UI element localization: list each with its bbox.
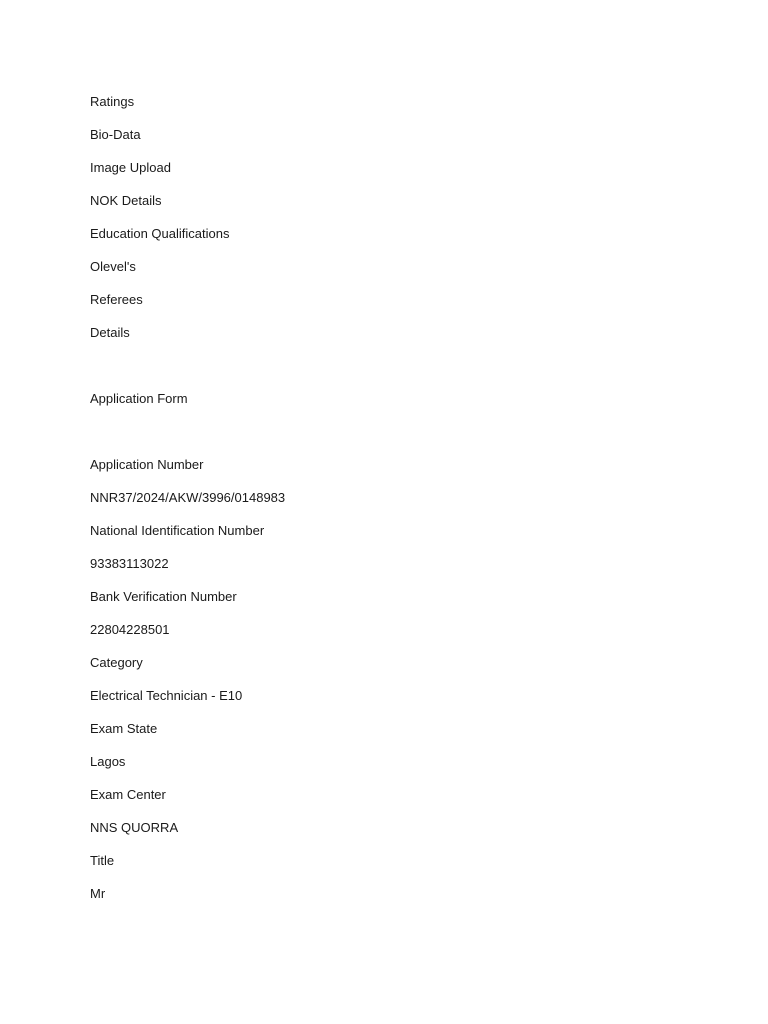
field-value-exam-center: NNS QUORRA	[90, 820, 179, 835]
spacer	[90, 422, 690, 455]
field-value-title: Mr	[90, 886, 106, 901]
nav-item-olevels[interactable]: Olevel's	[90, 259, 136, 274]
field-value-application-number: NNR37/2024/AKW/3996/0148983	[90, 490, 286, 505]
nav-list	[90, 92, 690, 356]
field-label-bvn: Bank Verification Number	[90, 589, 237, 604]
field-value-exam-state: Lagos	[90, 754, 126, 769]
field-label-exam-center: Exam Center	[90, 787, 166, 802]
field-label-category: Category	[90, 655, 143, 670]
nav-item-ratings[interactable]: Ratings	[90, 94, 135, 109]
nav-item-education-qualifications[interactable]: Education Qualifications	[90, 226, 230, 241]
nav-item-details[interactable]: Details	[90, 325, 130, 340]
field-label-nin: National Identification Number	[90, 523, 265, 538]
field-value-bvn: 22804228501	[90, 622, 170, 637]
field-value-nin: 93383113022	[90, 556, 169, 571]
field-value-category: Electrical Technician - E10	[90, 688, 243, 703]
nav-item-nok-details[interactable]: NOK Details	[90, 193, 162, 208]
nav-item-referees[interactable]: Referees	[90, 292, 143, 307]
nav-item-bio-data[interactable]: Bio-Data	[90, 127, 141, 142]
nav-item-image-upload[interactable]: Image Upload	[90, 160, 171, 175]
spacer	[90, 356, 690, 389]
field-label-application-number: Application Number	[90, 457, 204, 472]
page-title: Application Form	[90, 391, 188, 406]
field-label-exam-state: Exam State	[90, 721, 158, 736]
document-page	[90, 92, 690, 917]
field-label-title: Title	[90, 853, 115, 868]
form-fields	[90, 455, 690, 917]
